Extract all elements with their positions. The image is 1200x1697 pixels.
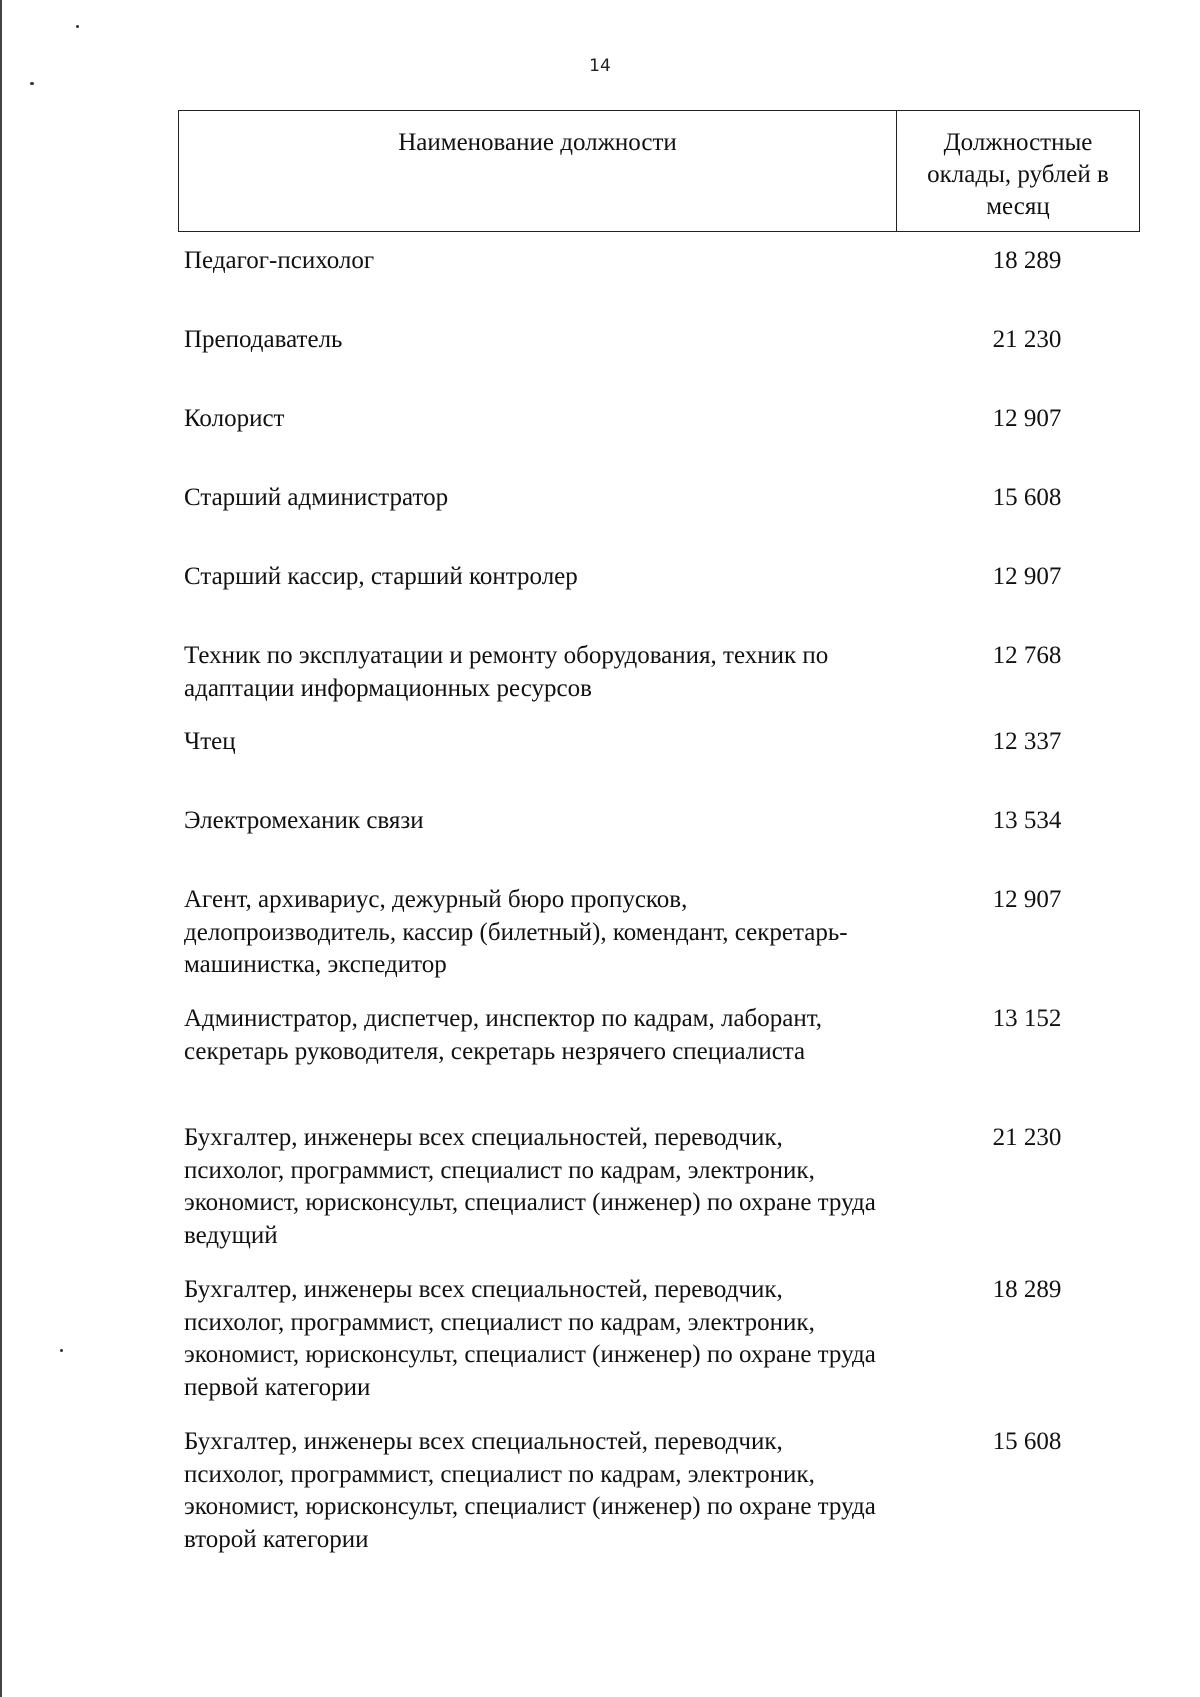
position-name: Преподаватель bbox=[184, 326, 343, 353]
column-header-position: Наименование должности bbox=[179, 111, 897, 231]
salary-value: 18 289 bbox=[992, 247, 1062, 274]
table-header bbox=[178, 110, 1140, 232]
scan-left-edge bbox=[0, 0, 2, 1697]
column-header-salary: Должностные оклады, рублей в месяц bbox=[927, 129, 1109, 220]
position-name: Агент, архивариус, дежурный бюро пропусков, делопроизводитель, кассир (билетный), комендант, секретарь-машинистка, экспедитор bbox=[184, 886, 848, 978]
salary-value: 15 608 bbox=[992, 484, 1062, 511]
position-name: Педагог-психолог bbox=[184, 247, 375, 274]
scan-speck bbox=[60, 1349, 63, 1352]
scan-speck bbox=[30, 82, 34, 85]
salary-value: 12 907 bbox=[992, 886, 1062, 913]
position-name: Колорист bbox=[184, 405, 285, 432]
salary-value: 18 289 bbox=[992, 1276, 1062, 1303]
position-name: Техник по эксплуатации и ремонту оборудования, техник по адаптации информационных ресурсов bbox=[184, 642, 829, 702]
salary-value: 21 230 bbox=[992, 1124, 1062, 1151]
salary-value: 13 534 bbox=[992, 807, 1062, 834]
salary-value: 21 230 bbox=[992, 326, 1062, 353]
salary-value: 13 152 bbox=[992, 1005, 1062, 1032]
salary-value: 12 907 bbox=[992, 563, 1062, 590]
position-name: Бухгалтер, инженеры всех специальностей, переводчик, психолог, программист, специалист по кадрам, электроник, экономист, юрисконсульт, специалист (инженер) по охране труда первой категории bbox=[184, 1276, 876, 1401]
salary-value: 12 907 bbox=[992, 405, 1062, 432]
position-name: Старший администратор bbox=[184, 484, 449, 511]
scan-speck bbox=[76, 25, 79, 28]
position-name: Электромеханик связи bbox=[184, 807, 424, 834]
position-name: Бухгалтер, инженеры всех специальностей, переводчик, психолог, программист, специалист по кадрам, электроник, экономист, юрисконсульт, специалист (инженер) по охране труда второй категории bbox=[184, 1428, 876, 1553]
salary-value: 12 337 bbox=[992, 728, 1062, 755]
salary-value: 15 608 bbox=[992, 1428, 1062, 1455]
position-name: Старший кассир, старший контролер bbox=[184, 563, 578, 590]
position-name: Бухгалтер, инженеры всех специальностей, переводчик, психолог, программист, специалист по кадрам, электроник, экономист, юрисконсульт, специалист (инженер) по охране труда ведущий bbox=[184, 1124, 876, 1249]
position-name: Администратор, диспетчер, инспектор по кадрам, лаборант, секретарь руководителя, секретарь незрячего специалиста bbox=[184, 1005, 823, 1065]
salary-value: 12 768 bbox=[992, 642, 1062, 669]
page-number: 14 bbox=[589, 56, 611, 76]
position-name: Чтец bbox=[184, 728, 236, 755]
